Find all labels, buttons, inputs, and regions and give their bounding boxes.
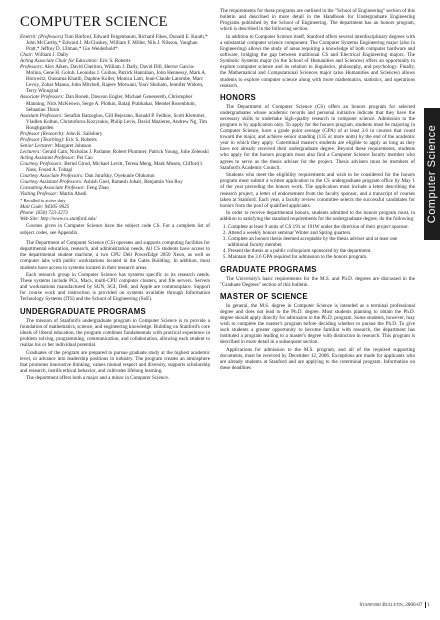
intro-paragraph: In addition to Computer Science itself, Stanford offers several interdisciplinary degrees with a substantial computer science component. The Computer Systems Engineering major (also in Engineering) allows the study of areas requiring a knowledge of both computer hardware and software, bridging the gap between traditional CS and Electrical Engineering majors. The Symbolic Systems major (in the School of Humanities and Sciences) offers an opportunity to explore computer science and its relation to linguistics, philosophy, and psychology. Finally, the Mathematical and Computational Sciences major (also Humanities and Sciences) allows students to explore computer science along with more mathematics, statistics, and operations research.: [220, 33, 415, 89]
faculty-role: Associate Professors:: [20, 94, 65, 101]
web-site[interactable]: Web Site: http://www.cs.stanford.edu/: [20, 216, 97, 223]
faculty-entry: [20, 64, 210, 94]
master-paragraph: Applications for admission to the M.S. program, and all of the required supporting documents, must be received by December 12, 2006. Exceptions are made for applicants who are already students at Stanford and are applying to the coterminal program. Information on these deadlines: [220, 346, 415, 372]
dept-paragraph: Each research group in Computer Science has systems specific to its research needs. These systems include PCs, Macs, multi-CPU computer clusters, and file servers. Servers and workstations manufactured by SUN, SGI, Dell, and Apple are commonplace. Support for course work and instruction is provided on systems available through Information Technology Systems (ITS) and the School of Engineering (SoE).: [20, 272, 210, 303]
master-paragraph: In general, the M.S. degree in Computer Science is intended as a terminal professional degree and does not lead to the Ph.D. degree. Most students planning to obtain the Ph.D. degree should apply directly for admission to the Ph.D. program. Some students, however, may wish to complete the master's program before deciding whether to pursue the Ph.D. To give such students a greater opportunity to become familiar with research, the department has instituted a program leading to a master's degree with distinction in research. This program is described in more detail in a subsequent section.: [220, 302, 415, 346]
undergrad-heading: UNDERGRADUATE PROGRAMS: [20, 306, 147, 316]
mail-code: Mail Code: 94305-9025: [20, 204, 70, 211]
page-footer: [330, 602, 430, 608]
faculty-names: Eric S. Roberts: [98, 58, 131, 65]
footer-page-number: 1: [427, 603, 430, 609]
dept-paragraph: The Department of Computer Science (CS) operates and supports computing facilities for departmental education, research, and administration needs. All CS students have access to the departmental student machine, a two CPU Dell PowerEdge 2850 Xeon, as well as computer labs with public workstations located in the Gates Building. In addition, most students have access to systems located in their research areas.: [20, 240, 210, 271]
faculty-names: Eric S. Roberts: [64, 136, 97, 143]
side-tab-label: Computer Science: [426, 124, 438, 224]
faculty-role: Visiting Professor:: [20, 191, 59, 198]
honors-paragraph: In order to receive departmental honors, students admitted to the honors program must, in addition to satisfying the standard requirements for the undergraduate degree, do the following:: [220, 210, 415, 223]
faculty-names: Dan Boneh, Dawson Engler, Michael Genesereth, Christopher Manning, Nick McKeown, Serge A. Plotkin, Balaji Prabhakar, Mendel Rosenblum, Sebastian Thrun: [26, 94, 196, 113]
footer-publication: Stanford Bulletin, 2006-07: [359, 602, 423, 609]
faculty-names: Ashish Goel, Ramesh Johari, Benjamin Van Roy: [82, 179, 183, 186]
recalled-note: * Recalled to active duty: [20, 198, 66, 204]
courses-intro: Courses given in Computer Science have the subject code CS. For a complete list of subject codes, see Appendix.: [20, 223, 210, 236]
footer-divider: [425, 602, 426, 608]
master-heading: MASTER OF SCIENCE: [220, 291, 308, 301]
faculty-role: Professor (Research):: [20, 130, 65, 137]
faculty-entry: [20, 34, 210, 52]
faculty-names: Feng Zhao: [85, 185, 109, 192]
department-title: COMPUTER SCIENCE: [20, 14, 168, 30]
left-column: [20, 14, 210, 604]
requirement-item: 1. Complete at least 9 units of CS 191 or 191W under the direction of their project sponsor.: [228, 224, 415, 230]
faculty-names: Pei Cao: [75, 154, 93, 161]
undergrad-paragraph: The mission of Stanford's undergraduate program in Computer Science is to provide a foundation of mathematics, science, and engineering knowledge. Building on Stanford's core ideals of liberal education, the program combines fundamentals with practical experience in problem solving, programming, communication, and collaboration, allowing each student to realize his or her individual potential.: [20, 317, 210, 348]
honors-heading: HONORS: [220, 92, 257, 102]
faculty-names: Bernd Girod, Michael Levitt, Teresa Meng, Mark Musen, Clifford I. Nass, Fouad A. Tobagi: [26, 160, 204, 174]
phone: Phone: (650) 723-2273: [20, 210, 68, 217]
faculty-role: Professor (Teaching):: [20, 136, 65, 143]
faculty-entry: [20, 161, 210, 173]
faculty-role: Courtesy Associate Professors:: [20, 173, 84, 180]
faculty-list: [20, 34, 210, 197]
faculty-role: Acting Assistant Professor:: [20, 154, 76, 161]
faculty-role: Lecturers:: [20, 148, 42, 155]
section-side-tab: [424, 108, 440, 240]
faculty-entry: [20, 113, 210, 131]
requirement-item: 2. Attend a weekly honors seminar Winter and Spring quarters.: [228, 230, 415, 236]
honors-paragraph: The Department of Computer Science (CS) offers an honors program for selected undergraduates whose academic records and personal initiative indicate that they have the necessary skills to undertake high-quality research in computer science. Admission to the program is by application only. To apply for the honors program, students must be majoring in Computer Science, have a grade point average (GPA) of at least 3.6 in courses that count toward the major, and achieve senior standing (135 or more units) by the end of the academic year in which they apply. Coterminal master's students are eligible to apply as long as they have not already received their undergraduate degree. Beyond these requirements, students who apply for the honors program must also find a Computer Science faculty member who agrees to serve as the thesis adviser for the project. Thesis advisers must be members of Stanford's Academic Council.: [220, 103, 415, 171]
undergrad-paragraph: The department offers both a major and a minor in Computer Science.: [26, 375, 170, 382]
faculty-names: Margaret Johnson: [53, 142, 92, 149]
faculty-role: Assistant Professors:: [20, 112, 63, 119]
honors-requirements: [220, 224, 415, 261]
intro-paragraph: The requirements for these programs are outlined in the "School of Engineering" section of this bulletin and described in more detail in the Handbook for Undergraduate Engineering Programs published by the School of Engineering. The department has an honors program, which is described in the following section.: [220, 8, 415, 33]
faculty-role: Courtesy Assistant Professors:: [20, 179, 83, 186]
honors-paragraph: Students who meet the eligibility requirements and wish to be considered for the honors program must submit a written application to the CS undergraduate program office by May 1 of the year preceding the honors work. The application must include a letter describing the research project, a letter of endorsement from the faculty sponsor, and a transcript of courses taken at Stanford. Each year, a faculty review committee selects the successful candidates for honors from the pool of qualified applicants.: [220, 172, 415, 209]
requirement-item: 5. Maintain the 3.6 GPA required for admission to the honors program.: [228, 254, 415, 260]
faculty-role: Chair:: [20, 52, 34, 59]
faculty-role: Senior Lecturer:: [20, 142, 54, 149]
faculty-role: Courtesy Professors:: [20, 160, 63, 167]
graduate-heading: GRADUATE PROGRAMS: [220, 264, 317, 274]
graduate-paragraph: The University's basic requirements for the M.S. and Ph.D. degrees are discussed in the "Graduate Degrees" section of this bulletin.: [220, 275, 415, 288]
faculty-names: William J. Dally: [33, 52, 69, 59]
faculty-names: Martin Abadi: [58, 191, 87, 198]
faculty-names: Tom Binford, Edward Feigenbaum, Richard Fikes, Donald E. Knuth,* John McCarthy,* Edward J. McCluskey, William F. Miller, Nils J. Nilsson, Vaughan Pratt,* Jeffrey D. Ullman,* Gio Weiderhold*: [26, 34, 208, 53]
faculty-names: Alex Aiken, David Cheriton, William J. Dally, David Dill, Hector Garcia-Molina, Gene H. Golub, Leonidas J. Guibas, Patrick Hanrahan, John Hennessy, Mark A. Horowitz, Oussama Khatib, Daphne Koller, Monica Lam, Jean-Claude Latombe, Marc Levoy, Zohar Manna, John Mitchell, Rajeev Motwani, Yoav Shoham, Jennifer Widom, Terry Winograd: [26, 64, 207, 95]
faculty-role: Professors:: [20, 64, 44, 71]
undergrad-paragraph: Graduates of the program are prepared to pursue graduate study at the highest academic level, or advance into leadership positions in industry. The program creates an atmosphere that promotes innovative thinking, values mutual respect and diversity, supports scholarship and research, instills ethical behavior, and cultivates lifelong learning.: [20, 349, 210, 374]
faculty-names: Serafim Batzoglou, Gill Bejerano, Ronald P. Fedkiw, Scott Klemmer, Vladlen Koltun, Christoforos Kozyrakis, Philip Levis, David Mazieres, Andrew Ng, Tim Roughgarden: [26, 112, 207, 131]
faculty-names: Gerald Cain, Nicholas J. Parlante, Robert Plummer, Patrick Young, Julie Zelenski: [41, 148, 209, 155]
faculty-role: Consulting Associate Professor:: [20, 185, 86, 192]
faculty-names: Dan Jurafsky, Oyekunle Olukotun: [83, 173, 155, 180]
faculty-names: John K. Salisbury: [64, 130, 103, 137]
requirement-item: 3. Complete an honors thesis deemed acceptable by the thesis adviser and at least one additional faculty member.: [228, 236, 415, 248]
faculty-role: Emeriti: (Professors): [20, 34, 64, 40]
faculty-role: Acting Associate Chair for Education:: [20, 58, 99, 65]
faculty-entry: [20, 94, 210, 112]
right-column: [220, 8, 415, 598]
faculty-entry: [20, 191, 210, 197]
requirement-item: 4. Present the thesis at a public colloquium sponsored by the department.: [228, 248, 415, 254]
